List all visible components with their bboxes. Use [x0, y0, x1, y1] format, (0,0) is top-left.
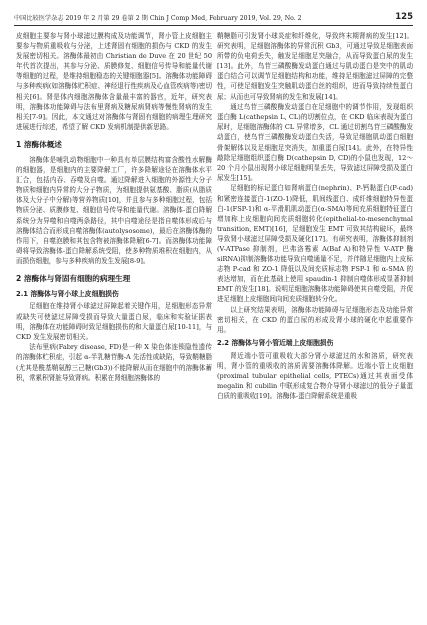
paragraph: 通过鸟苷三磷酸酶发动蛋白在足细胞中的调节作用，发现组织蛋白酶 L(cathepsin L, CL)的切割位点，在 CKD 临床表现为蛋白尿时，足细胞溶酶体的 CL 异常增多，CL 通过切割鸟苷三磷酸酶发动蛋白，使鸟苷三磷酸酶发动蛋白失活，导致足细胞肌动蛋白细胞骨架解体以及足细胞足突消失，加重蛋白尿[14]。此外，在特异性敲除足细胞组织蛋白酶 D(cathepsin D, CD)的小鼠也发现，12～20 个月小鼠出现肾小球足细胞明显丢失，导致滤过屏障受损及蛋白尿发生[15]。 — [217, 103, 413, 182]
right-column — [217, 31, 413, 402]
subsection-heading: 2.2 溶酶体与肾小管近端上皮细胞损伤 — [217, 339, 334, 348]
section-heading: 1 溶酶体概述 — [16, 139, 62, 149]
section-heading: 2 溶酶体与肾固有细胞的病理生理 — [16, 273, 131, 283]
paragraph: 皮细胞主要参与肾小球滤过膜构成及功能调节，肾小管上皮细胞主要参与物质重吸收与分泌，上述肾固有细胞的损伤与 CKD 的发生发展密切相关。溶酶体最初由 Christian de Duve 在 20 世纪 50 年代首次提出，其参与分泌、质膜修复、细胞信号传导和能量代谢等细胞的过程，是维持细胞稳态的关键细胞器[5]。溶酶体功能障碍与多种疾病(如溶酶体贮积症、神经退行性疾病及心血管疾病等)密切相关[6]。肾是体内细胞溶酶体含量最丰富的器官，近年，研究表明，溶酶体功能障碍与法布里肾病及糖尿病肾病等慢性肾病的发生相关[7-9]。因此，本文通过对溶酶体与肾固有细胞的病理生理研究进展进行综述，希望了解 CKD 发病机制提供新思路。 — [16, 32, 212, 131]
journal-citation: 中国比较医学杂志 2019 年 2 月第 29 卷第 2 期 Chin J Comp Med, February 2019, Vol. 29, No. 2 — [14, 14, 302, 22]
page-number: 125 — [395, 12, 413, 22]
paragraph: 足细胞在维持肾小球滤过屏障起着关键作用，足细胞形态异常或缺失可使滤过屏障受损而导致大量蛋白尿，临床和实验证据表明，溶酶体在功能障碍时致足细胞损伤的和大量蛋白尿[10-11]，与 CKD 发生发展密切相关。 — [16, 302, 212, 341]
paragraph: 肾近端小管可重吸收大部分肾小球滤过的水和溶质，研究表明，肾小管的重吸收的溶质需要溶酶体降解。近端小管上皮细胞(proximal tubular epithelial cells, PTECs)通过其表面受体 megalin 和 cubilin 中联形成复合物介导肾小球滤过的低分子量蛋白质的重吸收[19]。溶酶体-蛋白降解系统是重吸 — [217, 351, 413, 401]
paragraph: 以上研究结果表明，溶酶体功能障碍与足细胞形态及功能异常密切相关，在 CKD 的蛋白尿的形成及肾小球的硬化中起重要作用。 — [217, 306, 413, 335]
subsection-heading: 2.1 溶酶体与肾小球上皮细胞损伤 — [16, 289, 119, 298]
paragraph: 溶酶体是哺乳动物细胞中一种具有单层膜结构富含酸性水解酶的细胞器，是细胞内的主要降解工厂，许多降解途径在溶酶体水平汇合，包括内吞、吞噬及自噬。通过降解进入细胞的外源性大分子物质和细胞内异常的大分子物质，为细胞提供氨基酸、脂质(从脂质体及大分子中分解)等营养物质[10]，并且参与多种细胞过程，包括物质分泌、质膜修复、细胞信号传导和能量代谢。溶酶体-蛋白降解系统分为异噬和自噬两条路径，其中自噬途径是指自噬体形成后与溶酶体结合而形成自噬溶酶体(autolysosome)，最后在溶酶体酶的作用下，自噬泡膜和其包含物被溶酶体降解[6-7]。而溶酶体功能障碍将导致溶酶体-蛋白降解系统受阻，使多种物质堆积在细胞内，从而损伤细胞，参与多种疾病的发生发展[8-9]。 — [16, 155, 212, 265]
running-header — [14, 10, 413, 24]
header-rule — [14, 25, 413, 26]
paragraph: 足细胞的标记蛋白如肾病蛋白(nephrin)、P-钙黏蛋白(P-cad)和紧密连接蛋白-1(ZO-1)降低，肌间线蛋白、成纤维细胞特异性蛋白-1(FSP-1)和 α-平滑肌肌动蛋白(α-SMA)等间充质细胞特征蛋白增加称上皮细胞向间充质细胞转化(epithelial-to-mesenchymal transition, EMT)[16]，足细胞发生 EMT 可致其结构破坏，最终导致肾小球滤过屏障受损及硬化[17]。有研究表明，溶酶体抑制剂(V-ATPase 抑制剂，巴弗洛霉素 A(Baf A)和特异性 V-ATP 酶 siRNA)抑制溶酶体功能导致自噬通量不足，并伴随足细胞内上皮标志物 P-cad 和 ZO-1 降低以及间充质标志物 FSP-1 和 α-SMA 的表达增加，而在此基础上使用 spaudin-1 抑制自噬体形成显著抑制 EMT 的发生[18]。说明足细胞溶酶体功能障碍使其自噬受阻，并促进足细胞上皮细胞间向间充质细胞转分化。 — [217, 184, 413, 304]
paragraph: 法布里病(Fabry disease, FD)是一种 X 染色体连锁隐性遗传的溶酶体贮积症，引起 α-半乳糖苷酶-A 先活性或缺陷，导致鞘糖脂(尤其是酰基鞘氨醇三己糖(Gb3))不能降解从而在细胞中的溶酶体蓄积，常累积肾脏导致肾病。积累在肾细胞溶酶体的 — [16, 343, 212, 382]
paragraph: 鞘糖脂可引发肾小球炎症和纤维化，导致终末期肾病的发生[12]。研究表明，足细胞溶酶体的异常沉积 Gb3，可通过导致足细胞表面所带的负电荷丢失，触发足细胞足突融合，从而导致蛋白尿的发生[13]。此外，鸟苷三磷酸酶发动蛋白通过与肌动蛋白是突中的肌动蛋白结合可以调节足细胞结构和功能，维持足细胞滤过屏障的完整性，可使足细胞发生突触肌动蛋白丝的组织，进而导致持续性蛋白尿；从而也可导致肾病的发生和发展[14]。 — [217, 32, 413, 101]
left-column — [16, 31, 212, 383]
